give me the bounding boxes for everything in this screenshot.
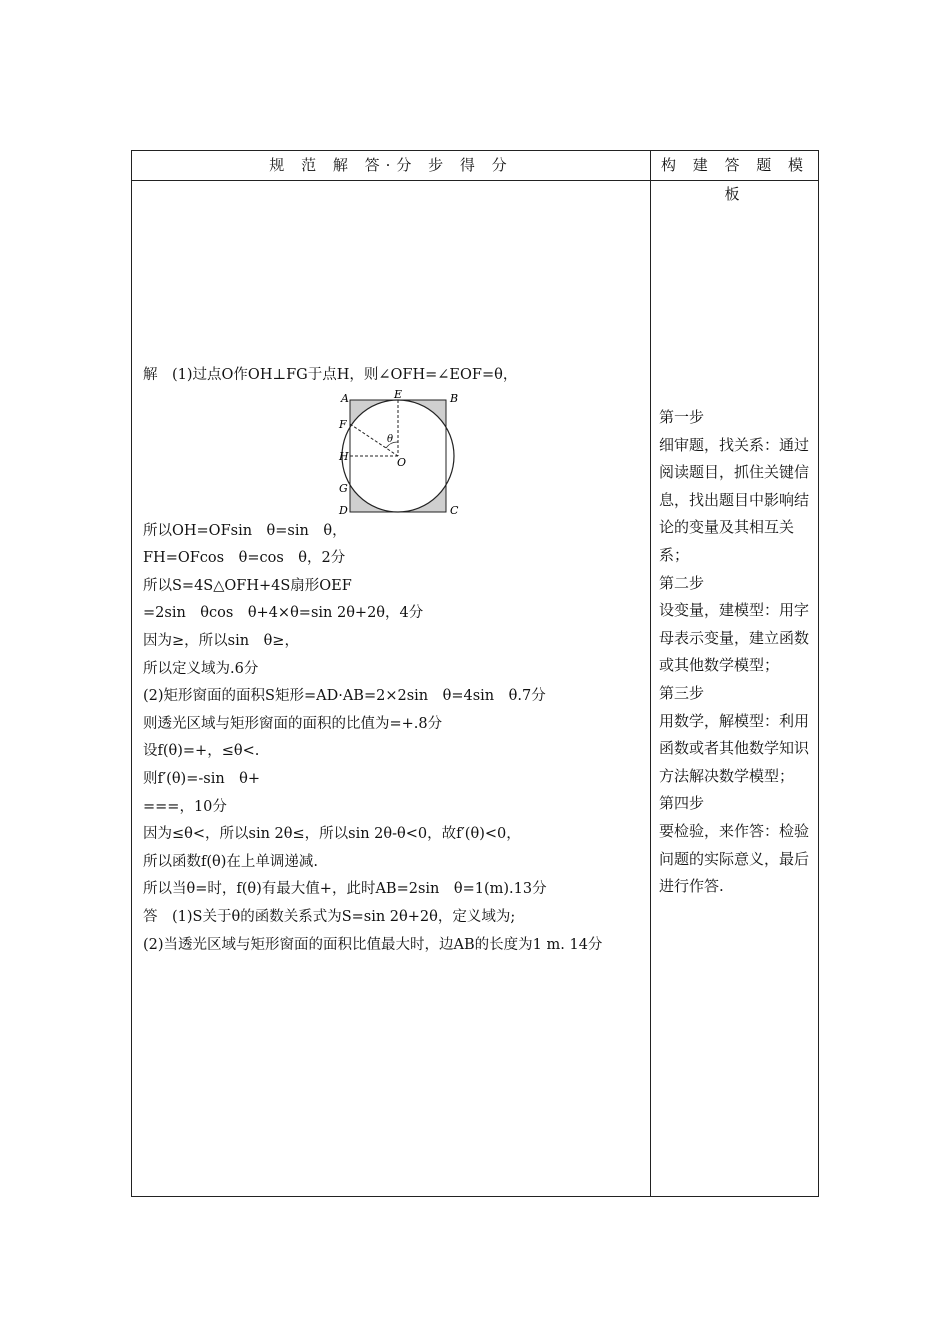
label-H: H	[339, 449, 349, 463]
header-solution: 规 范 解 答·分 步 得 分	[269, 156, 513, 174]
solution-table	[131, 150, 819, 1197]
window-diagram	[333, 390, 463, 516]
solution-line: ===，10分	[143, 798, 227, 815]
solution-line: =2sin θcos θ+4×θ=sin 2θ+2θ，4分	[143, 605, 424, 622]
solution-line: 所以S=4S△OFH+4S扇形OEF	[143, 577, 352, 594]
label-D: D	[339, 503, 348, 516]
solution-body	[143, 362, 643, 959]
header-divider	[132, 180, 818, 181]
solution-line: 所以当θ=时，f(θ)有最大值+，此时AB=2sin θ=1(m).13分	[143, 881, 547, 898]
label-theta: θ	[387, 433, 394, 445]
solution-line: (2)矩形窗面的面积S矩形=AD·AB=2×2sin θ=4sin θ.7分	[143, 688, 546, 705]
label-E: E	[394, 389, 403, 401]
template-step-text: 用数学，解模型：利用函数或者其他数学知识方法解决数学模型；	[659, 711, 810, 785]
solution-line: FH=OFcos θ=cos θ，2分	[143, 550, 346, 567]
label-C: C	[450, 503, 459, 516]
solution-line: 答 (1)S关于θ的函数关系式为S=sin 2θ+2θ，定义域为;	[143, 908, 516, 925]
label-G: G	[339, 481, 348, 495]
solution-line: (2)当透光区域与矩形窗面的面积比值最大时，边AB的长度为1 m. 14分	[143, 936, 603, 953]
solution-line: 所以定义域为.6分	[143, 660, 259, 677]
solution-line: 所以OH=OFsin θ=sin θ，	[143, 522, 347, 539]
solution-line: 因为≥，所以sin θ≥，	[143, 632, 299, 649]
header-template: 构 建 答 题 模 板	[660, 156, 810, 203]
template-step-text: 细审题，找关系：通过阅读题目，抓住关键信息，找出题目中影响结论的变量及其相互关系；	[659, 435, 810, 564]
template-step-text: 要检验，来作答：检验问题的实际意义，最后进行作答.	[659, 821, 810, 896]
template-step-title: 第一步	[659, 408, 705, 426]
label-A: A	[341, 391, 349, 405]
template-body	[659, 404, 816, 901]
solution-line: 因为≤θ<，所以sin 2θ≤，所以sin 2θ-θ<0，故f′(θ)<0，	[143, 826, 521, 843]
template-step-text: 设变量，建模型：用字母表示变量，建立函数或其他数学模型；	[659, 601, 810, 675]
solution-line: 设f(θ)=+，≤θ<.	[143, 743, 260, 760]
solution-line: 则透光区域与矩形窗面的面积的比值为=+.8分	[143, 715, 443, 732]
template-step-title: 第四步	[659, 794, 705, 813]
solution-line: 解 (1)过点O作OH⊥FG于点H，则∠OFH=∠EOF=θ，	[143, 367, 518, 383]
template-step-title: 第二步	[659, 573, 705, 592]
geometry-figure	[143, 390, 643, 516]
template-step-title: 第三步	[659, 683, 705, 702]
label-O: O	[397, 455, 407, 469]
solution-line: 则f′(θ)=-sin θ+	[143, 770, 261, 787]
label-F: F	[339, 417, 347, 431]
solution-line: 所以函数f(θ)在上单调递减.	[143, 853, 319, 870]
column-divider	[650, 151, 651, 1196]
label-B: B	[450, 391, 459, 405]
